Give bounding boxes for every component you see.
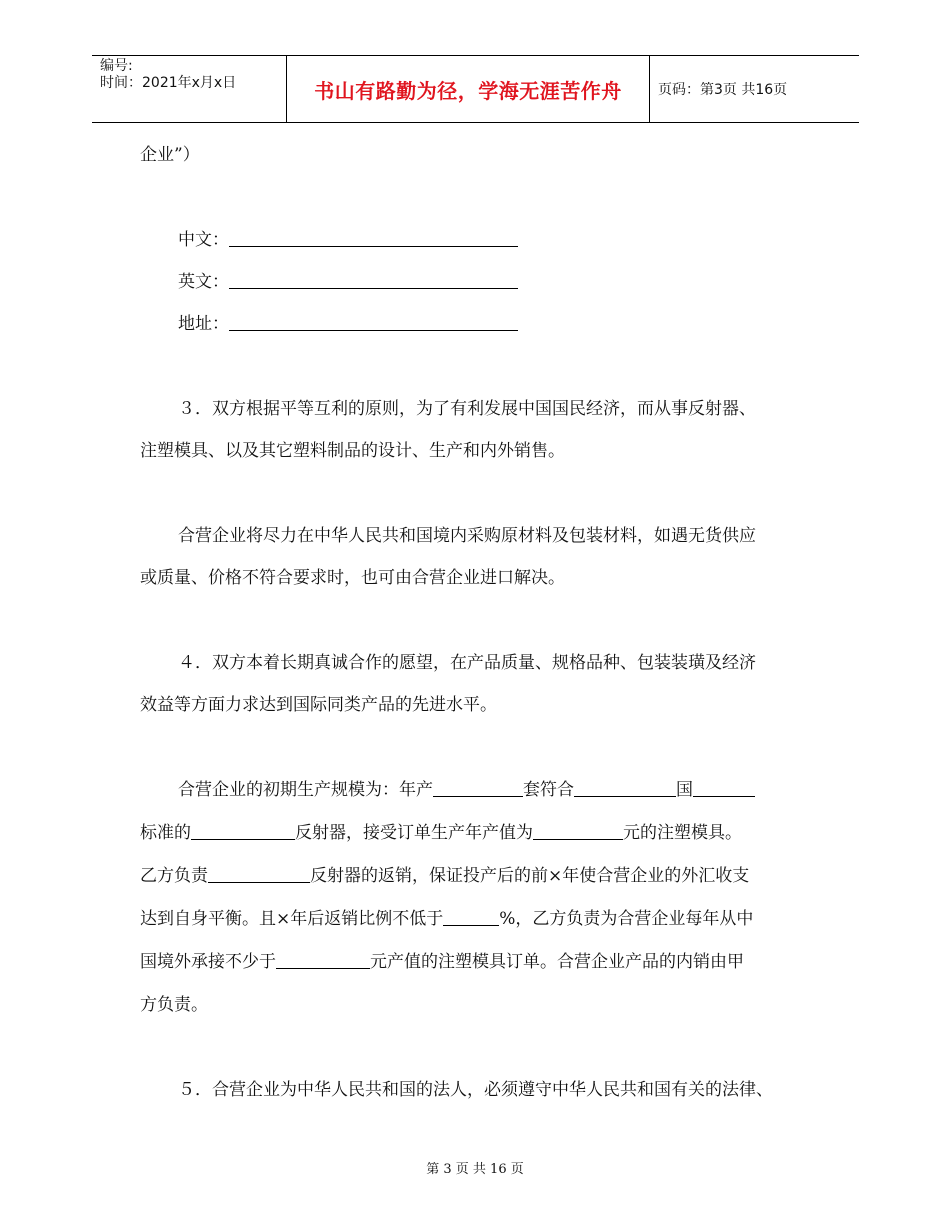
header-page-info: 页码：第3页 共16页 — [658, 82, 788, 98]
header-motto-cell — [287, 56, 650, 122]
header-page-info-cell — [650, 56, 859, 122]
scale-line-1 — [178, 778, 755, 802]
paragraph-procurement-line-1: 合营企业将尽力在中华人民共和国境内采购原材料及包装材料，如遇无货供应 — [178, 526, 756, 546]
document-time: 时间：2021年x月x日 — [100, 75, 237, 91]
header-motto: 书山有路勤为径，学海无涯苦作舟 — [314, 78, 622, 103]
paragraph-4-line-2: 效益等方面力求达到国际同类产品的先进水平。 — [140, 695, 497, 715]
scale-text: 达到自身平衡。且×年后返销比例不低于 — [140, 909, 444, 929]
blank-order-value — [276, 950, 370, 969]
scale-text: 国 — [676, 780, 693, 800]
scale-text: 标准的 — [140, 823, 191, 843]
field-chinese — [178, 228, 518, 252]
blank-export-ratio — [443, 907, 499, 926]
blank-output-value — [533, 821, 623, 840]
paragraph-procurement-line-2: 或质量、价格不符合要求时，也可由合营企业进口解决。 — [140, 568, 565, 588]
field-address-label: 地址： — [178, 314, 229, 334]
document-number-label: 编号: — [100, 58, 133, 74]
field-address-blank — [229, 312, 518, 331]
scale-line-6: 方负责。 — [140, 995, 208, 1015]
field-chinese-label: 中文： — [178, 230, 229, 250]
scale-text: 国境外承接不少于 — [140, 952, 276, 972]
scale-line-3 — [140, 864, 749, 888]
scale-text: 元产值的注塑模具订单。合营企业产品的内销由甲 — [370, 952, 744, 972]
enterprise-line: 企业”） — [140, 145, 200, 165]
scale-text: 反射器的返销，保证投产后的前×年使合营企业的外汇收支 — [310, 866, 750, 886]
paragraph-4-line-1: ４．双方本着长期真诚合作的愿望，在产品质量、规格品种、包装装璜及经济 — [178, 653, 756, 673]
paragraph-3-line-2: 注塑模具、以及其它塑料制品的设计、生产和内外销售。 — [140, 441, 565, 461]
scale-text: 套符合 — [523, 780, 574, 800]
field-english-label: 英文： — [178, 272, 229, 292]
field-english-blank — [229, 270, 518, 289]
scale-line-4 — [140, 907, 753, 931]
scale-line-2 — [140, 821, 742, 845]
scale-text: 反射器，接受订单生产年产值为 — [295, 823, 533, 843]
page-footer: 第 3 页 共 16 页 — [426, 1162, 524, 1177]
field-english — [178, 270, 518, 294]
scale-line-5 — [140, 950, 744, 974]
page-header — [92, 55, 859, 123]
paragraph-3-line-1: ３．双方根据平等互利的原则，为了有利发展中国国民经济，而从事反射器、 — [178, 399, 756, 419]
blank-annual-output — [433, 778, 523, 797]
field-chinese-blank — [229, 228, 518, 247]
field-address — [178, 312, 518, 336]
header-meta — [92, 56, 287, 122]
blank-standard-type — [191, 821, 295, 840]
blank-reflector-amount — [208, 864, 310, 883]
scale-text: %，乙方负责为合营企业每年从中 — [499, 909, 754, 929]
blank-standard-country — [574, 778, 676, 797]
scale-text: 乙方负责 — [140, 866, 208, 886]
blank-standard-name — [693, 778, 755, 797]
scale-text: 合营企业的初期生产规模为：年产 — [178, 780, 433, 800]
paragraph-5-line-1: ５．合营企业为中华人民共和国的法人，必须遵守中华人民共和国有关的法律、 — [178, 1080, 773, 1100]
scale-text: 元的注塑模具。 — [623, 823, 742, 843]
